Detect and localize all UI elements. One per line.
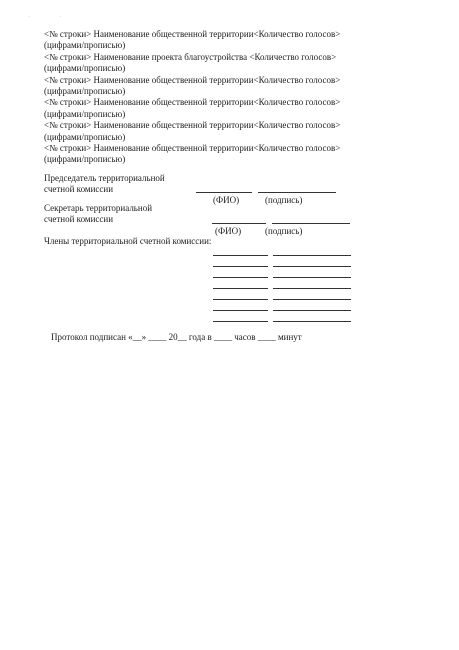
result-item <box>44 97 424 120</box>
member-signature-line <box>273 299 351 300</box>
member-fio-line <box>213 288 268 289</box>
members-label: Члены территориальной счетной комиссии: <box>44 236 212 246</box>
member-fio-line <box>213 299 268 300</box>
member-fio-line <box>213 310 268 311</box>
secretary-signature-line <box>272 223 350 224</box>
result-item <box>44 120 424 143</box>
chairman-label-line1: Председатель территориальной <box>44 173 165 183</box>
result-sub: (цифрами/прописью) <box>44 154 126 165</box>
result-line: <№ строки> Наименование общественной территории<Количество голосов> <box>44 97 341 108</box>
result-item <box>44 75 424 98</box>
result-sub: (цифрами/прописью) <box>44 108 126 119</box>
chairman-fio-caption: (ФИО) <box>213 195 240 205</box>
result-line: <№ строки> Наименование общественной территории<Количество голосов> <box>44 29 341 39</box>
protocol-signed-line: Протокол подписан «__» ____ 20__ года в ____ часов ____ минут <box>51 332 302 342</box>
result-item <box>44 29 424 52</box>
result-line: <№ строки> Наименование общественной территории<Количество голосов> <box>44 143 341 154</box>
result-sub: (цифрами/прописью) <box>44 86 126 97</box>
member-fio-line <box>213 266 268 267</box>
chairman-label-line2: счетной комиссии <box>44 183 114 194</box>
secretary-fio-line <box>212 223 266 224</box>
secretary-fio-caption: (ФИО) <box>215 226 242 236</box>
result-line: <№ строки> Наименование проекта благоустройства <Количество голосов> <box>44 51 337 62</box>
member-fio-line <box>213 255 268 256</box>
secretary-label <box>44 203 152 224</box>
result-item <box>44 143 424 166</box>
result-sub: (цифрами/прописью) <box>44 63 126 74</box>
result-line: <№ строки> Наименование общественной территории<Количество голосов> <box>44 74 341 85</box>
result-item <box>44 52 424 75</box>
member-signature-line <box>273 310 351 311</box>
chairman-signature-caption: (подпись) <box>265 195 303 205</box>
secretary-label-line2: счетной комиссии <box>44 213 114 224</box>
results-list <box>44 29 424 166</box>
chairman-signature-line <box>258 192 336 193</box>
chairman-fio-line <box>196 192 252 193</box>
member-signature-line <box>273 277 351 278</box>
member-signature-line <box>273 255 351 256</box>
member-signature-line <box>273 288 351 289</box>
member-fio-line <box>213 321 268 322</box>
scan-specks: · · <box>28 14 76 20</box>
member-signature-line <box>273 266 351 267</box>
result-sub: (цифрами/прописью) <box>44 40 126 51</box>
result-line: <№ строки> Наименование общественной территории<Количество голосов> <box>44 120 341 131</box>
secretary-signature-caption: (подпись) <box>265 226 303 236</box>
secretary-label-line1: Секретарь территориальной <box>44 203 153 213</box>
member-signature-line <box>273 321 351 322</box>
member-fio-line <box>213 277 268 278</box>
chairman-label <box>44 173 165 194</box>
result-sub: (цифрами/прописью) <box>44 131 126 142</box>
